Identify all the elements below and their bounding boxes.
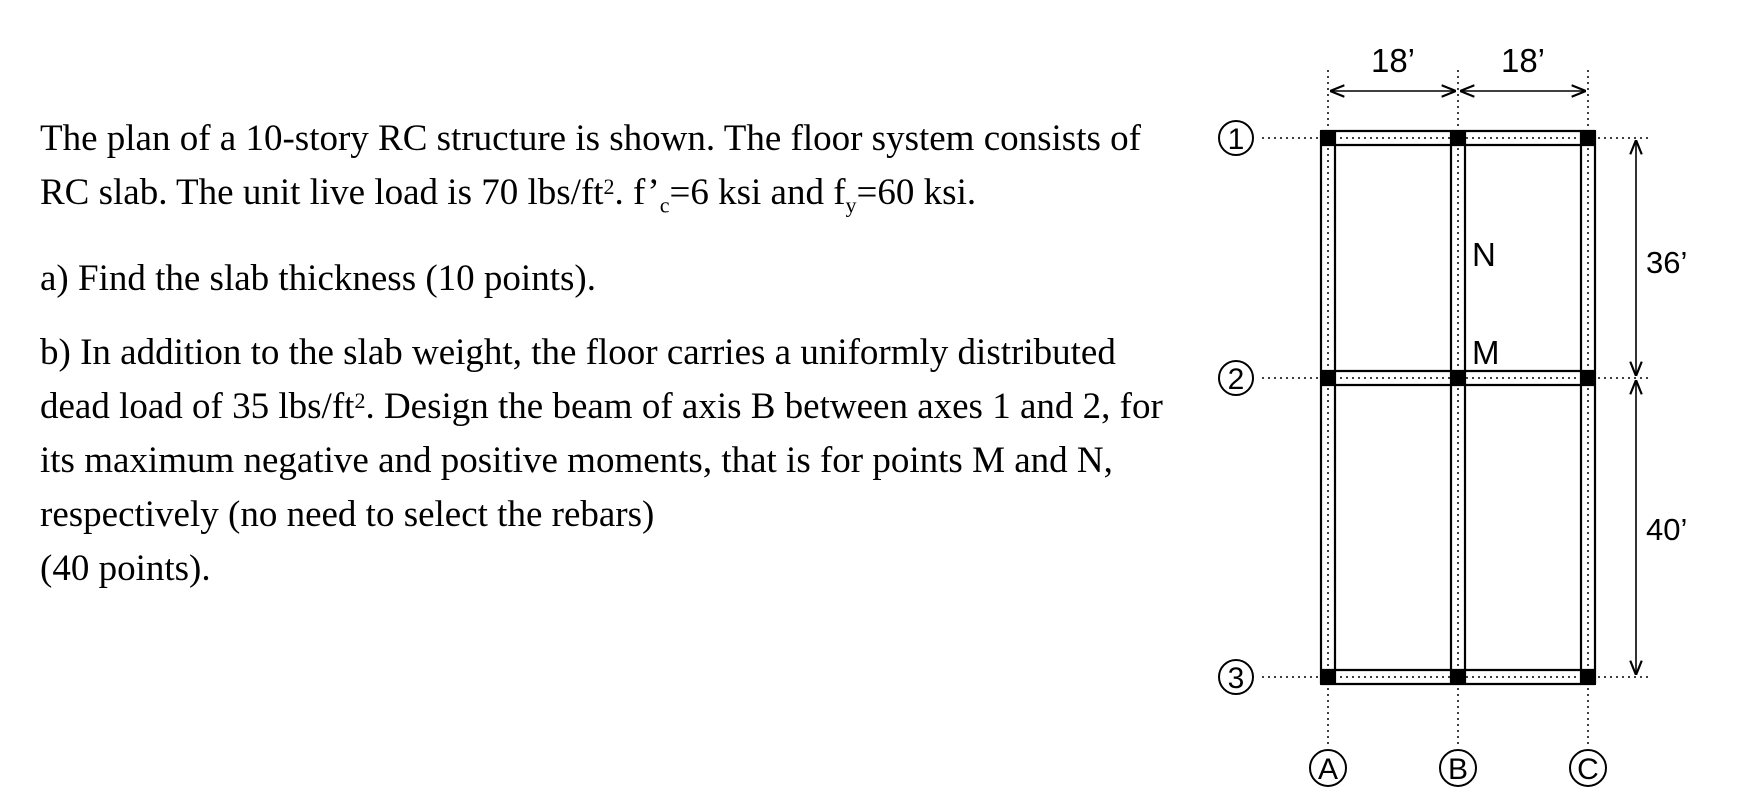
intro-end: =60 ksi. <box>856 172 977 213</box>
svg-text:C: C <box>1577 753 1599 786</box>
intro-fy: =6 ksi and f <box>669 172 846 213</box>
svg-text:B: B <box>1447 753 1469 786</box>
dim-right-1: 36’ <box>1646 245 1688 280</box>
part-a: a) Find the slab thickness (10 points). <box>40 258 596 300</box>
dim-top-1: 18’ <box>1370 42 1416 79</box>
axis-bubble-b <box>1440 750 1476 786</box>
intro-exponent: 2 <box>603 174 615 199</box>
part-b-text: b) In addition to the slab weight, the floor carries a uniformly distributed dead load of 35 lbs/ft <box>40 332 1116 428</box>
axis-bubble-1 <box>1219 121 1253 156</box>
point-m-label: M <box>1472 334 1500 371</box>
part-b-exponent: 2 <box>354 388 366 414</box>
svg-text:1: 1 <box>1227 123 1245 156</box>
intro-fc: . f’ <box>614 172 660 213</box>
point-n-label: N <box>1472 236 1496 273</box>
dim-right-2: 40’ <box>1646 512 1688 547</box>
dim-top-2: 18’ <box>1500 42 1546 79</box>
part-b-text-cont: . Design the beam of axis B between axes 1 and 2, for its maximum negative and positive moments, that is for points M and N, respectively (no need to select the rebars) <box>40 386 1163 536</box>
fc-subscript: c <box>659 192 670 218</box>
intro-text: The plan of a 10-story RC structure is shown. The floor system consists of RC slab. The unit live load is 70 lbs/ft <box>40 118 1141 213</box>
svg-text:2: 2 <box>1227 363 1245 396</box>
svg-text:A: A <box>1317 753 1339 786</box>
axis-bubble-2 <box>1219 361 1253 396</box>
part-b-points: (40 points). <box>40 548 211 590</box>
axis-bubble-3 <box>1219 660 1253 695</box>
svg-text:3: 3 <box>1227 662 1245 695</box>
axis-bubble-a <box>1310 750 1346 786</box>
axis-bubble-c <box>1570 750 1606 786</box>
fy-subscript: y <box>845 192 857 218</box>
